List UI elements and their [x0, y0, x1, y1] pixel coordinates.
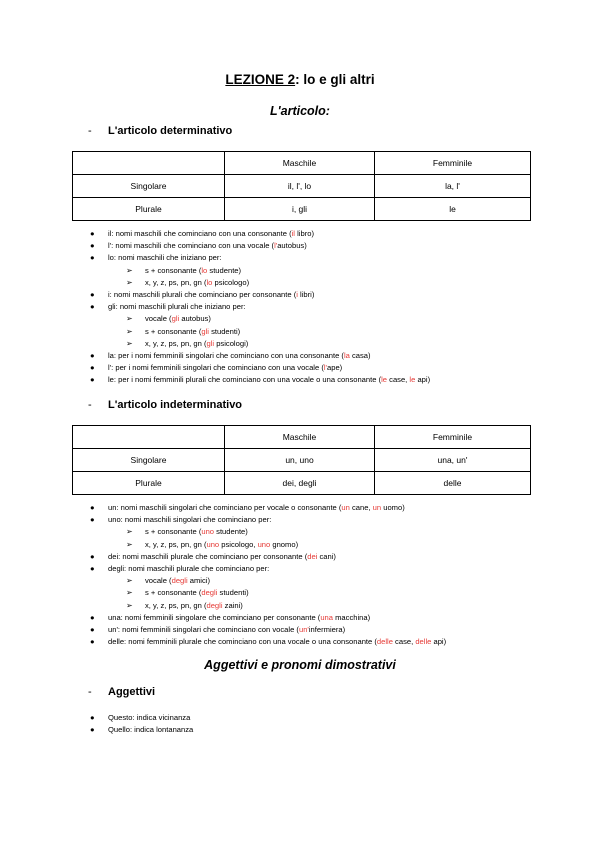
bullet-icon: ● [90, 253, 95, 263]
highlight: gli [201, 326, 209, 336]
table-header-cell: Femminile [375, 152, 531, 175]
title-rest: : lo e gli altri [295, 72, 375, 87]
title-lesson: LEZIONE 2 [225, 72, 296, 87]
bullet-icon: ● [90, 503, 95, 512]
section-label: L'articolo determinativo [108, 125, 233, 137]
table-cell: Plurale [73, 198, 225, 221]
table-header-cell: Femminile [375, 426, 531, 449]
highlight: uno [257, 539, 271, 549]
section-label: Aggettivi [108, 686, 156, 698]
arrow-bullet-icon: ➢ [126, 265, 133, 275]
list-item: ● l': per i nomi femminili singolari che cominciano con una vocale (l'ape) [88, 362, 430, 374]
section-heading-determinativo [88, 125, 232, 137]
list-item: ● la: per i nomi femminili singolari che cominciano con una consonante (la casa) [88, 350, 430, 362]
list-item: ● Questo: indica vicinanza [88, 712, 193, 724]
highlight: un [341, 503, 350, 512]
bullet-icon: ● [90, 612, 95, 622]
list-subitem: ➢ vocale (gli autobus) [88, 313, 430, 325]
highlight: l' [323, 363, 327, 373]
page-title [0, 72, 600, 87]
section-dash: - [88, 399, 92, 411]
table-cell: dei, degli [225, 472, 375, 495]
table-row [73, 198, 531, 221]
arrow-bullet-icon: ➢ [126, 314, 133, 324]
list-item: ● lo: nomi maschili che iniziano per: [88, 252, 430, 264]
bullet-icon: ● [90, 363, 95, 373]
highlight: un [372, 503, 382, 512]
list-item: ● gli: nomi maschili plurali che iniziano per: [88, 301, 430, 313]
highlight: delle [376, 637, 393, 647]
table-header-cell [73, 152, 225, 175]
table-cell: una, un' [375, 449, 531, 472]
highlight: una [320, 612, 333, 622]
list-subitem: ➢ s + consonante (degli studenti) [88, 587, 446, 599]
highlight: gli [171, 314, 180, 324]
list-indeterminativo [88, 502, 446, 648]
highlight: uno [201, 527, 215, 537]
highlight: degli [206, 600, 223, 610]
table-header-cell: Maschile [225, 426, 375, 449]
bullet-icon: ● [90, 229, 95, 238]
section-label: L'articolo indeterminativo [108, 399, 243, 411]
list-item: ● i: nomi maschili plurali che cominciano per consonante (i libri) [88, 289, 430, 301]
highlight: delle [415, 637, 432, 647]
highlight: un' [298, 624, 309, 634]
table-cell: Singolare [73, 449, 225, 472]
list-item: ● un: nomi maschili singolari che cominciano per vocale o consonante (un cane, un uomo) [88, 502, 446, 514]
bullet-icon: ● [90, 375, 95, 385]
table-indeterminativo [72, 425, 531, 495]
section-dash: - [88, 125, 92, 137]
list-subitem: ➢ s + consonante (uno studente) [88, 526, 446, 538]
list-item: ● le: per i nomi femminili plurali che cominciano con una vocale o una consonante (le case, le api) [88, 374, 430, 386]
bullet-icon: ● [90, 563, 95, 573]
highlight: la [343, 350, 350, 360]
table-header-cell: Maschile [225, 152, 375, 175]
list-item: ● una: nomi femminili singolare che cominciano per consonante (una macchina) [88, 612, 446, 624]
list-subitem: ➢ vocale (degli amici) [88, 575, 446, 587]
arrow-bullet-icon: ➢ [126, 527, 133, 537]
list-aggettivi [88, 712, 193, 736]
highlight: gli [206, 338, 215, 348]
table-determinativo [72, 151, 531, 221]
table-cell: un, uno [225, 449, 375, 472]
table-cell: le [375, 198, 531, 221]
list-subitem: ➢ s + consonante (gli studenti) [88, 326, 430, 338]
highlight: degli [201, 588, 218, 598]
bullet-icon: ● [90, 713, 95, 722]
table-cell: il, l', lo [225, 175, 375, 198]
subtitle-articolo: L'articolo: [270, 104, 330, 118]
list-subitem: ➢ x, y, z, ps, pn, gn (lo psicologo) [88, 277, 430, 289]
list-subitem: ➢ x, y, z, ps, pn, gn (uno psicologo, uno gnomo) [88, 539, 446, 551]
bullet-icon: ● [90, 302, 95, 312]
table-header-row [73, 426, 531, 449]
table-row [73, 175, 531, 198]
table-header-row [73, 152, 531, 175]
list-subitem: ➢ x, y, z, ps, pn, gn (gli psicologi) [88, 338, 430, 350]
arrow-bullet-icon: ➢ [126, 588, 133, 598]
table-cell: delle [375, 472, 531, 495]
table-header-cell [73, 426, 225, 449]
list-item: ● il: nomi maschili che cominciano con una consonante (il libro) [88, 228, 430, 240]
highlight: lo [206, 277, 213, 287]
highlight: il [291, 229, 295, 238]
bullet-icon: ● [90, 289, 95, 299]
section-dash: - [88, 686, 92, 698]
highlight: lo [201, 265, 208, 275]
arrow-bullet-icon: ➢ [126, 338, 133, 348]
highlight: le [409, 375, 416, 385]
list-item: ● delle: nomi femminili plurale che cominciano con una vocale o una consonante (delle case, delle api) [88, 636, 446, 648]
list-item: ● Quello: indica lontananza [88, 724, 193, 736]
table-cell: Singolare [73, 175, 225, 198]
highlight: uno [206, 539, 220, 549]
arrow-bullet-icon: ➢ [126, 539, 133, 549]
subtitle-aggettivi-pronomi: Aggettivi e pronomi dimostrativi [204, 658, 396, 672]
list-item: ● l': nomi maschili che cominciano con una vocale (l'autobus) [88, 240, 430, 252]
highlight: i [296, 289, 298, 299]
table-cell: la, l' [375, 175, 531, 198]
arrow-bullet-icon: ➢ [126, 576, 133, 586]
highlight: degli [171, 576, 188, 586]
table-row [73, 472, 531, 495]
bullet-icon: ● [90, 637, 95, 647]
list-item: ● degli: nomi maschili plurale che cominciano per: [88, 563, 446, 575]
list-subitem: ➢ s + consonante (lo studente) [88, 265, 430, 277]
bullet-icon: ● [90, 624, 95, 634]
bullet-icon: ● [90, 551, 95, 561]
list-item: ● uno: nomi maschili singolari che cominciano per: [88, 514, 446, 526]
bullet-icon: ● [90, 515, 95, 525]
bullet-icon: ● [90, 725, 95, 735]
arrow-bullet-icon: ➢ [126, 277, 133, 287]
bullet-icon: ● [90, 350, 95, 360]
section-heading-aggettivi [88, 686, 155, 698]
list-item: ● dei: nomi maschili plurale che cominciano per consonante (dei cani) [88, 551, 446, 563]
table-cell: Plurale [73, 472, 225, 495]
highlight: l' [274, 241, 278, 251]
list-subitem: ➢ x, y, z, ps, pn, gn (degli zaini) [88, 600, 446, 612]
highlight: dei [307, 551, 318, 561]
table-row [73, 449, 531, 472]
arrow-bullet-icon: ➢ [126, 600, 133, 610]
arrow-bullet-icon: ➢ [126, 326, 133, 336]
section-heading-indeterminativo [88, 399, 242, 411]
bullet-icon: ● [90, 241, 95, 251]
list-determinativo [88, 228, 430, 386]
table-cell: i, gli [225, 198, 375, 221]
list-item: ● un': nomi femminili singolari che cominciano con vocale (un'infermiera) [88, 624, 446, 636]
highlight: le [381, 375, 388, 385]
